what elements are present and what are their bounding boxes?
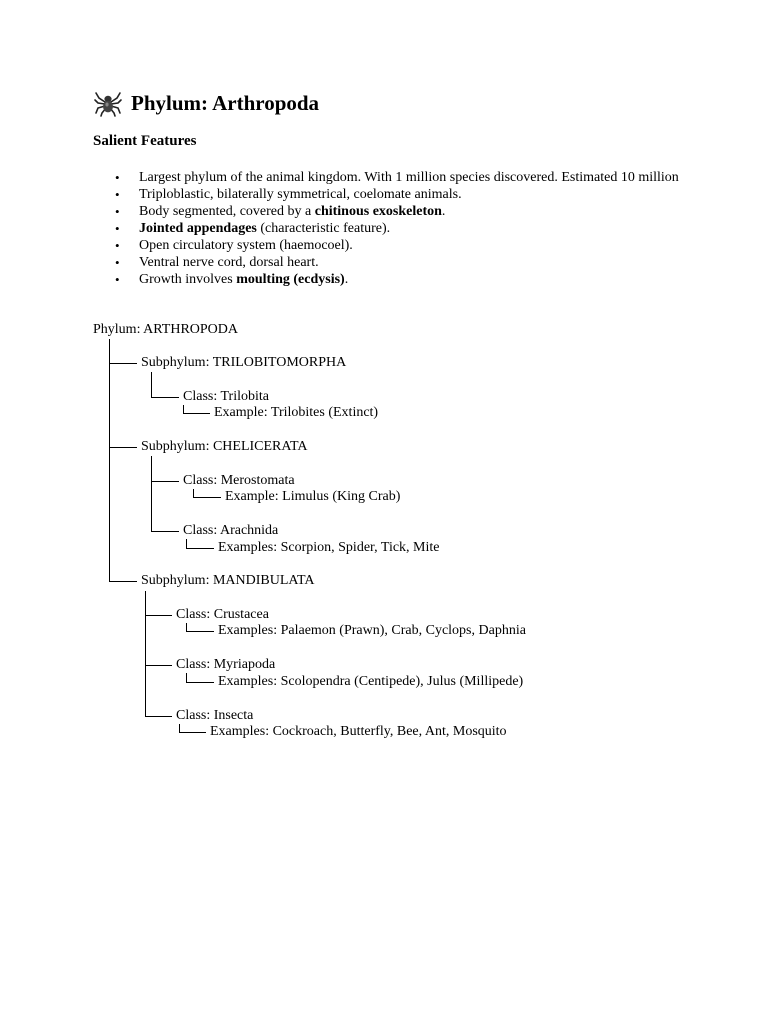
tree-subphylum: Subphylum: MANDIBULATA (141, 573, 315, 588)
tree-connector (109, 363, 137, 364)
tree-connector (151, 481, 179, 482)
tree-connector (145, 716, 172, 717)
tree-connector (186, 623, 187, 631)
feature-text: Largest phylum of the animal kingdom. With 1 million species discovered. Estimated 10 million (139, 170, 679, 185)
feature-text: . (344, 272, 349, 287)
tree-root: Phylum: ARTHROPODA (93, 322, 239, 337)
tree-class: Class: Crustacea (176, 607, 269, 622)
tree-connector (109, 581, 137, 582)
tree-example: Examples: Scolopendra (Centipede), Julus (Millipede) (218, 674, 524, 689)
tree-example: Example: Trilobites (Extinct) (214, 405, 379, 420)
tree-example: Examples: Palaemon (Prawn), Crab, Cyclops, Daphnia (218, 623, 526, 638)
tree-example: Example: Limulus (King Crab) (225, 489, 401, 504)
tree-connector (183, 405, 184, 413)
tree-example: Examples: Scorpion, Spider, Tick, Mite (218, 540, 440, 555)
tree-connector (186, 631, 214, 632)
tree-connector (145, 591, 146, 716)
feature-text: Open circulatory system (haemocoel). (139, 238, 353, 253)
feature-bold-text: chitinous exoskeleton (314, 204, 442, 219)
feature-text: . (441, 204, 446, 219)
tree-class: Class: Insecta (176, 708, 254, 723)
tree-connector (145, 615, 172, 616)
tree-class: Class: Arachnida (183, 523, 279, 538)
feature-bold-text: Jointed appendages (139, 221, 257, 236)
tree-connector (193, 489, 194, 497)
salient-features-heading: Salient Features (93, 133, 197, 149)
tree-class: Class: Myriapoda (176, 657, 276, 672)
tree-connector (186, 539, 187, 548)
feature-text: Growth involves (139, 272, 237, 287)
feature-text: Triploblastic, bilaterally symmetrical, coelomate animals. (139, 187, 462, 202)
tree-connector (186, 548, 214, 549)
tree-connector (151, 531, 179, 532)
tree-connector (193, 497, 221, 498)
tree-connector (186, 673, 187, 682)
tree-connector (109, 447, 137, 448)
tree-connector (179, 724, 180, 732)
tree-connector (186, 682, 214, 683)
title-text: Phylum: Arthropoda (131, 90, 320, 115)
tree-class: Class: Trilobita (183, 389, 269, 404)
feature-text: Body segmented, covered by a (139, 204, 315, 219)
tree-connector (109, 339, 110, 581)
tree-subphylum: Subphylum: TRILOBITOMORPHA (141, 355, 347, 370)
feature-bold-text: moulting (ecdysis) (236, 272, 345, 287)
feature-text: (characteristic feature). (256, 221, 391, 236)
tree-connector (151, 397, 179, 398)
tree-connector (145, 665, 172, 666)
tree-example: Examples: Cockroach, Butterfly, Bee, Ant, Mosquito (210, 724, 507, 739)
feature-text: Ventral nerve cord, dorsal heart. (139, 255, 319, 270)
tree-class: Class: Merostomata (183, 473, 295, 488)
tree-connector (179, 732, 206, 733)
tree-connector (151, 456, 152, 531)
tree-subphylum: Subphylum: CHELICERATA (141, 439, 308, 454)
tree-connector (183, 413, 210, 414)
tree-connector (151, 372, 152, 397)
